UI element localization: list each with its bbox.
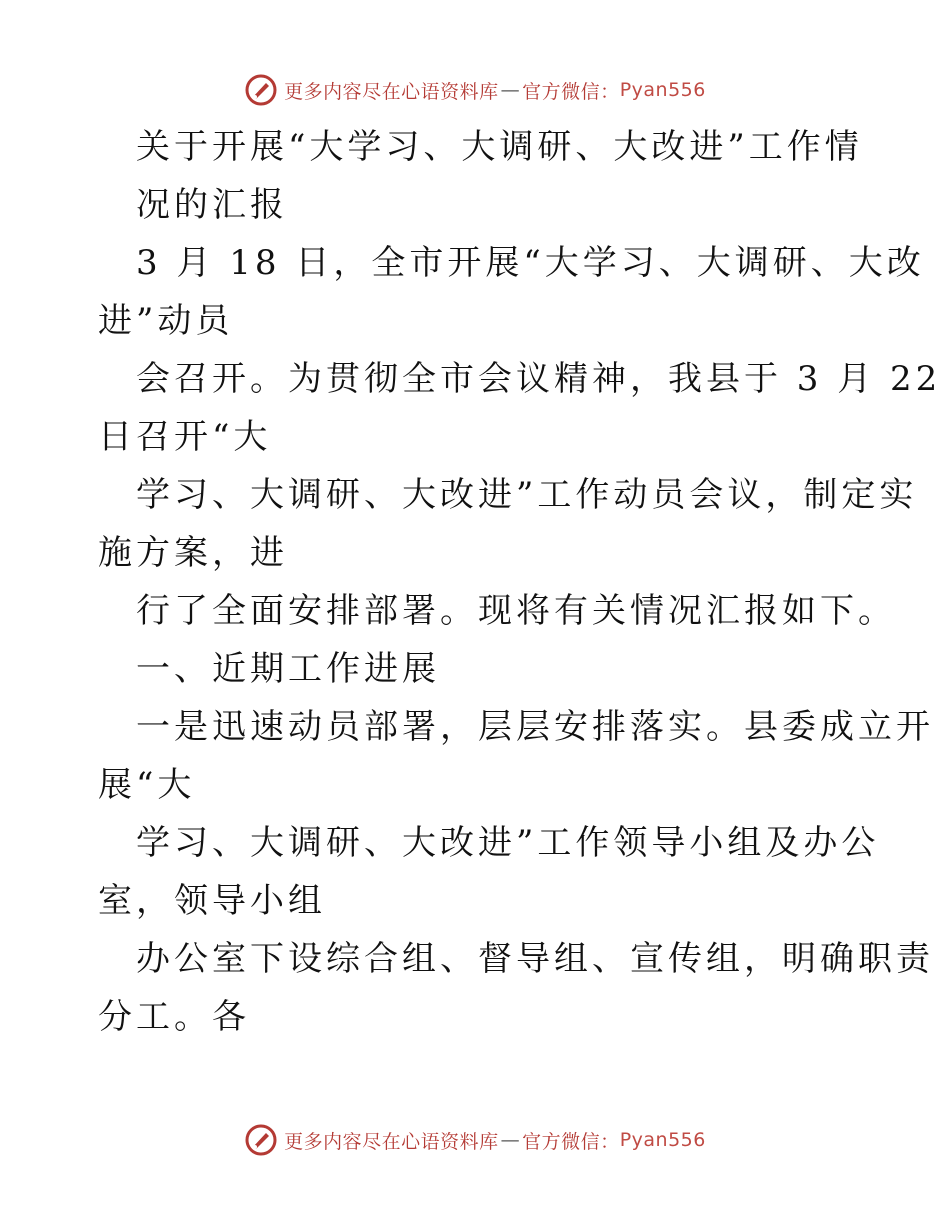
watermark-contact-label: 官方微信： [522, 1130, 620, 1153]
pen-logo-icon [244, 1123, 278, 1157]
pen-logo-icon [244, 73, 278, 107]
watermark-dash: — [500, 79, 521, 101]
watermark-text [284, 77, 706, 104]
text-line: 关于开展“大学习、大调研、大改进”工作情 [136, 127, 863, 167]
text-line: 施方案，进 [98, 533, 288, 573]
watermark-brand: 更多内容尽在心语资料库 [284, 80, 499, 103]
watermark-text [284, 1127, 706, 1154]
text-line: 会召开。为贯彻全市会议精神，我县于 3 月 22 [136, 359, 942, 399]
text-line: 室，领导小组 [98, 881, 326, 921]
watermark-dash: — [500, 1129, 521, 1151]
header-watermark [0, 70, 950, 110]
text-line: 学习、大调研、大改进”工作领导小组及办公 [136, 823, 880, 863]
document-body [98, 118, 942, 1046]
text-line: 分工。各 [98, 997, 250, 1037]
section-heading: 一、近期工作进展 [136, 649, 440, 689]
text-line: 行了全面安排部署。现将有关情况汇报如下。 [136, 591, 896, 631]
footer-watermark [0, 1120, 950, 1160]
text-line: 3 月 18 日，全市开展“大学习、大调研、大改 [136, 243, 925, 283]
text-line: 办公室下设综合组、督导组、宣传组，明确职责 [136, 939, 934, 979]
text-line: 一是迅速动员部署，层层安排落实。县委成立开 [136, 707, 934, 747]
watermark-brand: 更多内容尽在心语资料库 [284, 1130, 499, 1153]
text-line: 学习、大调研、大改进”工作动员会议，制定实 [136, 475, 918, 515]
text-line: 进”动员 [98, 301, 234, 341]
text-line: 日召开“大 [98, 417, 272, 457]
watermark-contact-label: 官方微信： [522, 80, 620, 103]
text-line: 况的汇报 [136, 185, 288, 225]
watermark-contact-id: Pyan556 [619, 79, 706, 101]
text-line: 展“大 [98, 765, 196, 805]
watermark-contact-id: Pyan556 [619, 1129, 706, 1151]
